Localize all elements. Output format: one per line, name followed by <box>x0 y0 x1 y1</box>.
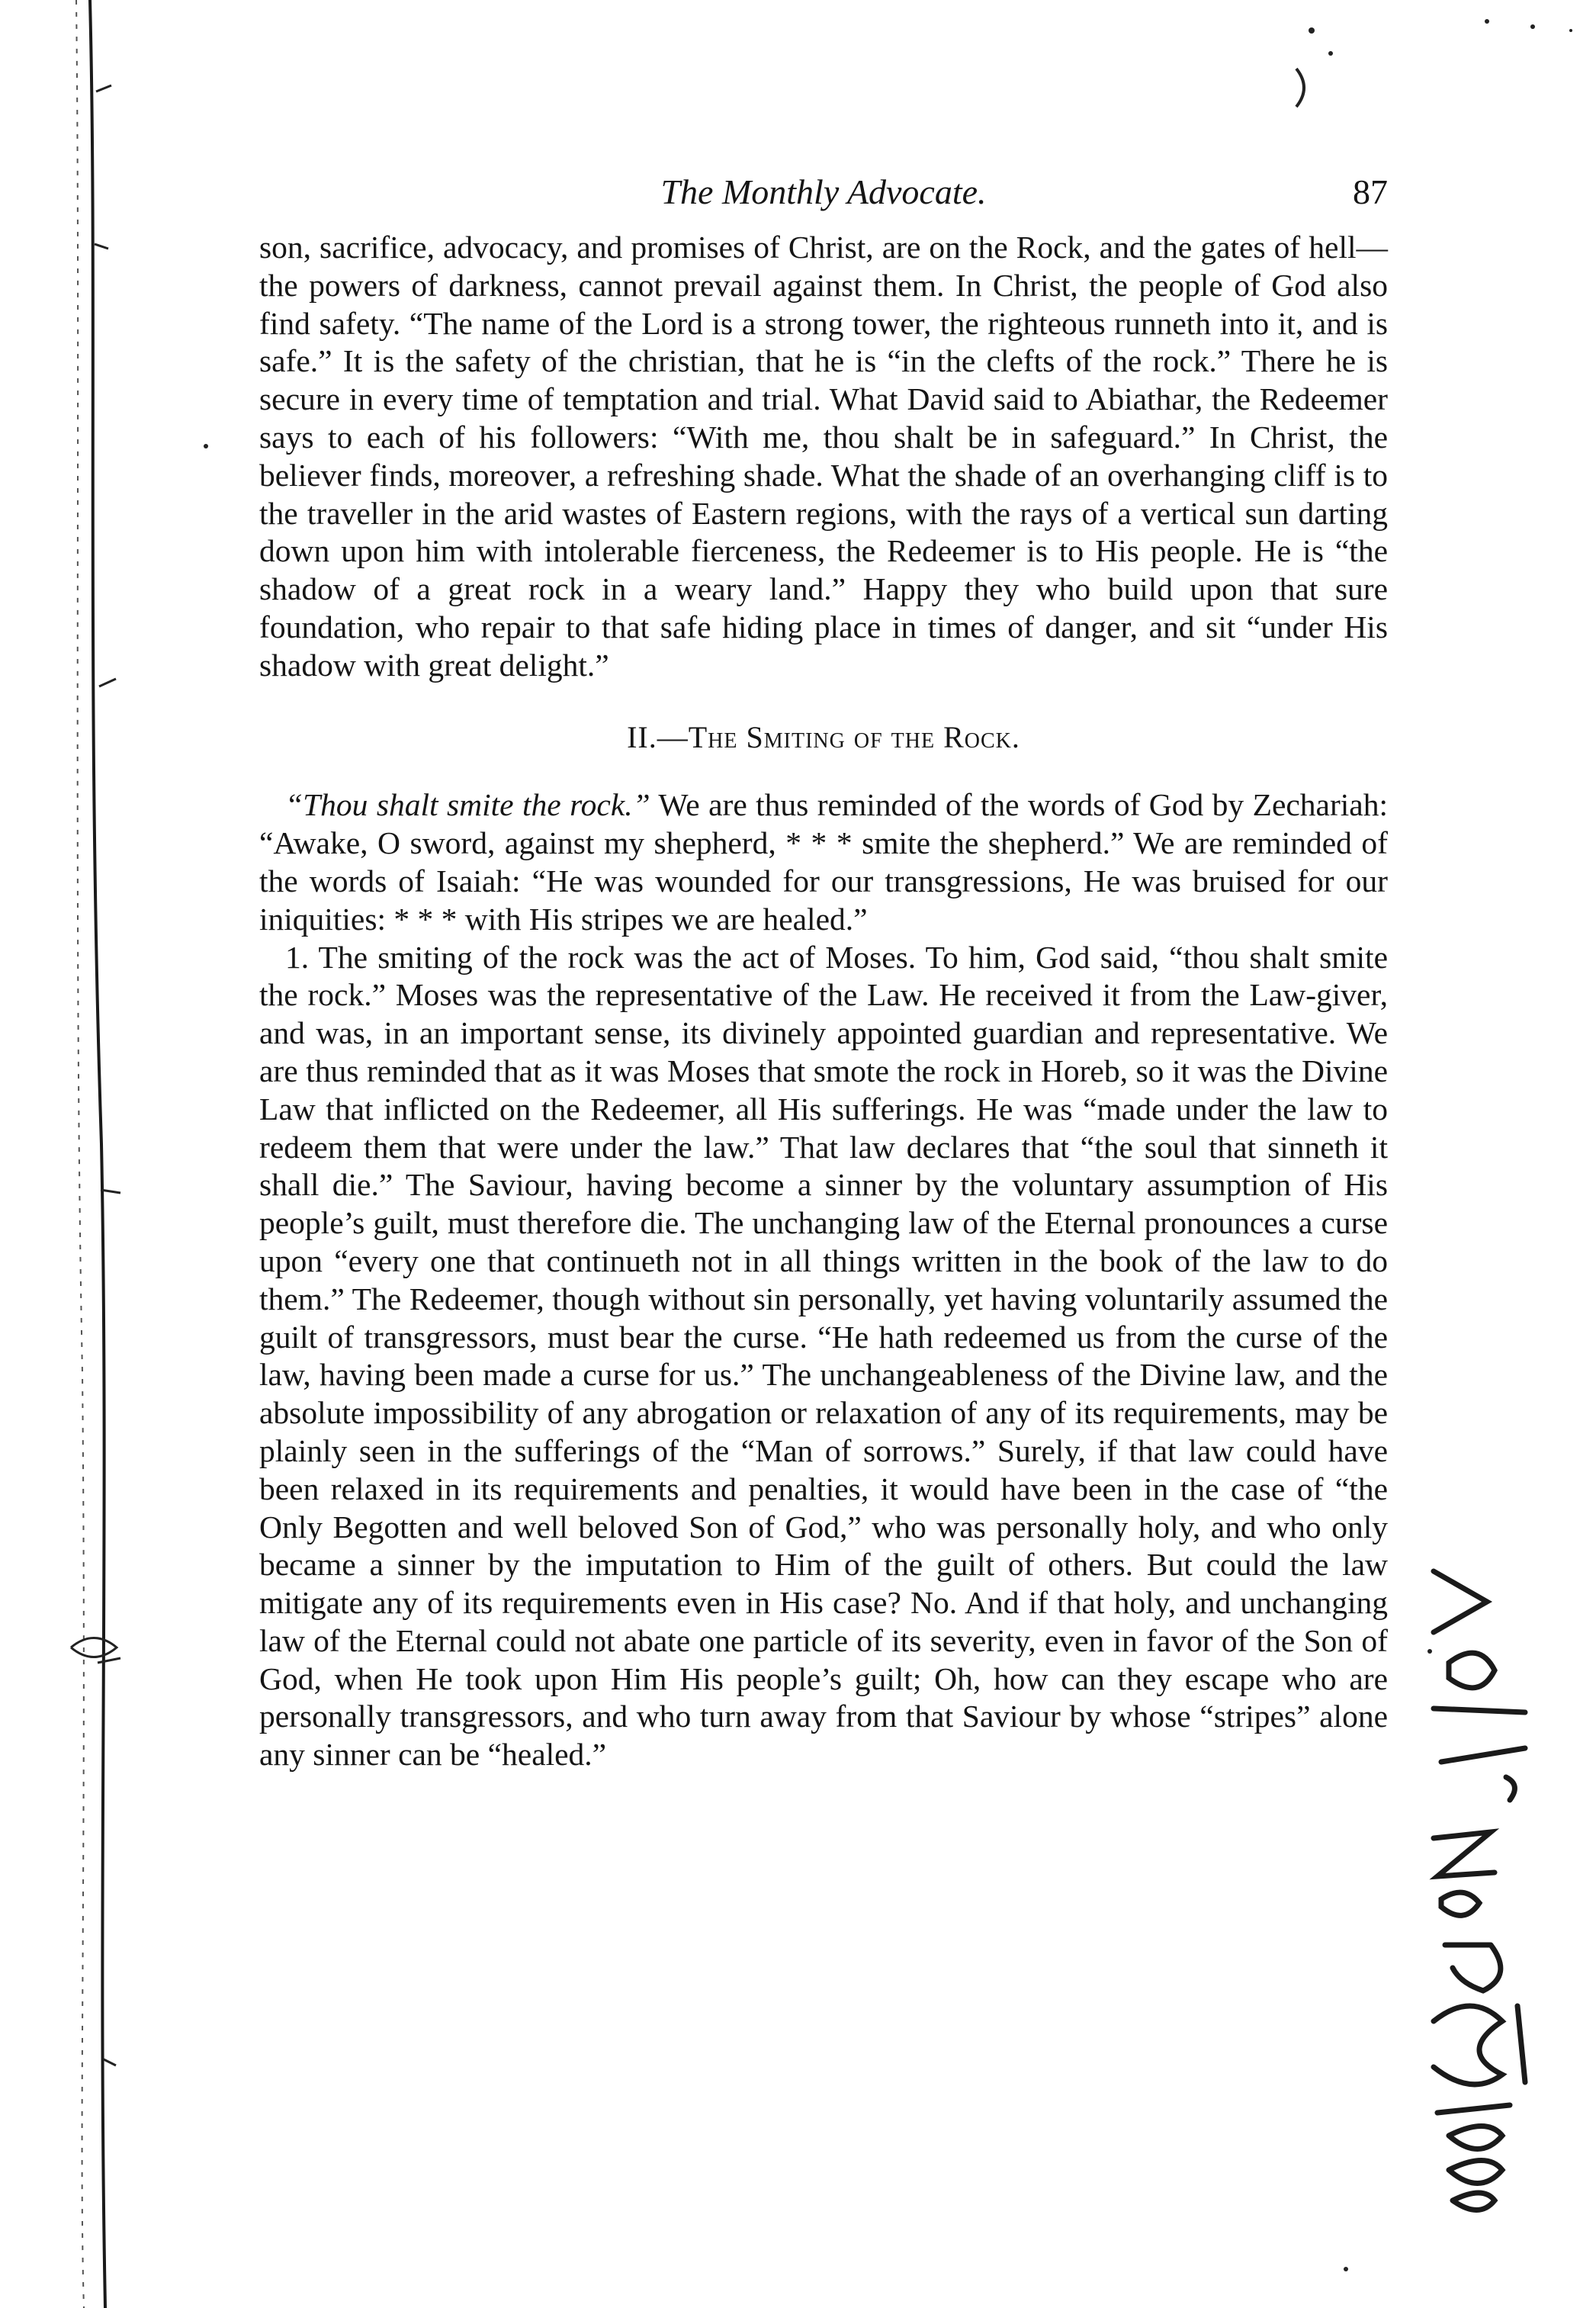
section-heading-text: The Smiting of the Rock. <box>688 719 1020 754</box>
paragraph-quote: “Thou shalt smite the rock.” <box>285 787 650 823</box>
section-heading-number: II.— <box>627 719 689 754</box>
paragraph: 1. The smiting of the rock was the act of Moses. To him, God said, “thou shalt smite the rock.” Moses was the representative of the Law. He received it from the Law-giver, and was, in an important sense, its divinely appointed guardian and representative. We are thus reminded that as it was Moses that smote the rock in Horeb, so it was the Divine Law that inflicted on the Redeemer, all His sufferings. He was “made under the law to redeem them that were under the law.” That law declares that “the soul that sinneth it shall die.” The Saviour, having become a sinner by the voluntary assumption of His people’s guilt, must therefore die. The unchanging law of the Eternal pronounces a curse upon “every one that continueth not in all things written in the book of the law to do them.” The Redeemer, though without sin personally, yet having voluntarily assumed the guilt of transgressors, must bear the curse. “He hath redeemed us from the curse of the law, having been made a curse for us.” The unchangeableness of the Divine law, and the absolute impossibility of any abrogation or relaxation of any of its requirements, may be plainly seen in the sufferings of the “Man of sorrows.” Surely, if that law could have been relaxed in its requirements and penalties, it would have been in the case of “the Only Begotten and well beloved Son of God,” who was personally holy, and who only became a sinner by the imputation to Him of the guilt of others. But could the law mitigate any of its requirements even in His case? No. And if that holy, and unchanging law of the Eternal could not abate one particle of its severity, even in favor of the Son of God, when He took upon Him His people’s guilt; Oh, how can they escape who are personally transgressors, and who turn away from that Saviour by whose “stripes” alone any sinner can be “healed.” <box>259 939 1388 1773</box>
page-number: 87 <box>1353 172 1388 211</box>
paragraph: son, sacrifice, advocacy, and promises of Christ, are on the Rock, and the gates of hell—the powers of darkness, cannot prevail against them. In Christ, the people of God also find safety. “The name of the Lord is a strong tower, the righteous runneth into it, and is safe.” It is the safety of the christian, that he is “in the clefts of the rock.” There he is secure in every time of temptation and trial. What David said to Abiathar, the Redeemer says to each of his followers: “With me, thou shalt be in safeguard.” In Christ, the believer finds, moreover, a refreshing shade. What the shade of an overhanging cliff is to the traveller in the arid wastes of Eastern regions, with the rays of a vertical sun darting down upon him with intolerable fierceness, the Redeemer is to His people. He is “the shadow of a great rock in a weary land.” Happy they who build upon that sure foundation, who repair to that safe hiding place in times of danger, and sit “under His shadow with great delight.” <box>259 230 1388 683</box>
paragraph-text: We are thus reminded of the words of God by Zechariah: “Awake, O sword, against my shepherd, * * * smite the shepherd.” We are reminded of the words of Isaiah: “He was wounded for our transgressions, He was bruised for our iniquities: * * * with His stripes we are healed.” <box>259 787 1389 937</box>
running-title: The Monthly Advocate. <box>660 172 987 211</box>
